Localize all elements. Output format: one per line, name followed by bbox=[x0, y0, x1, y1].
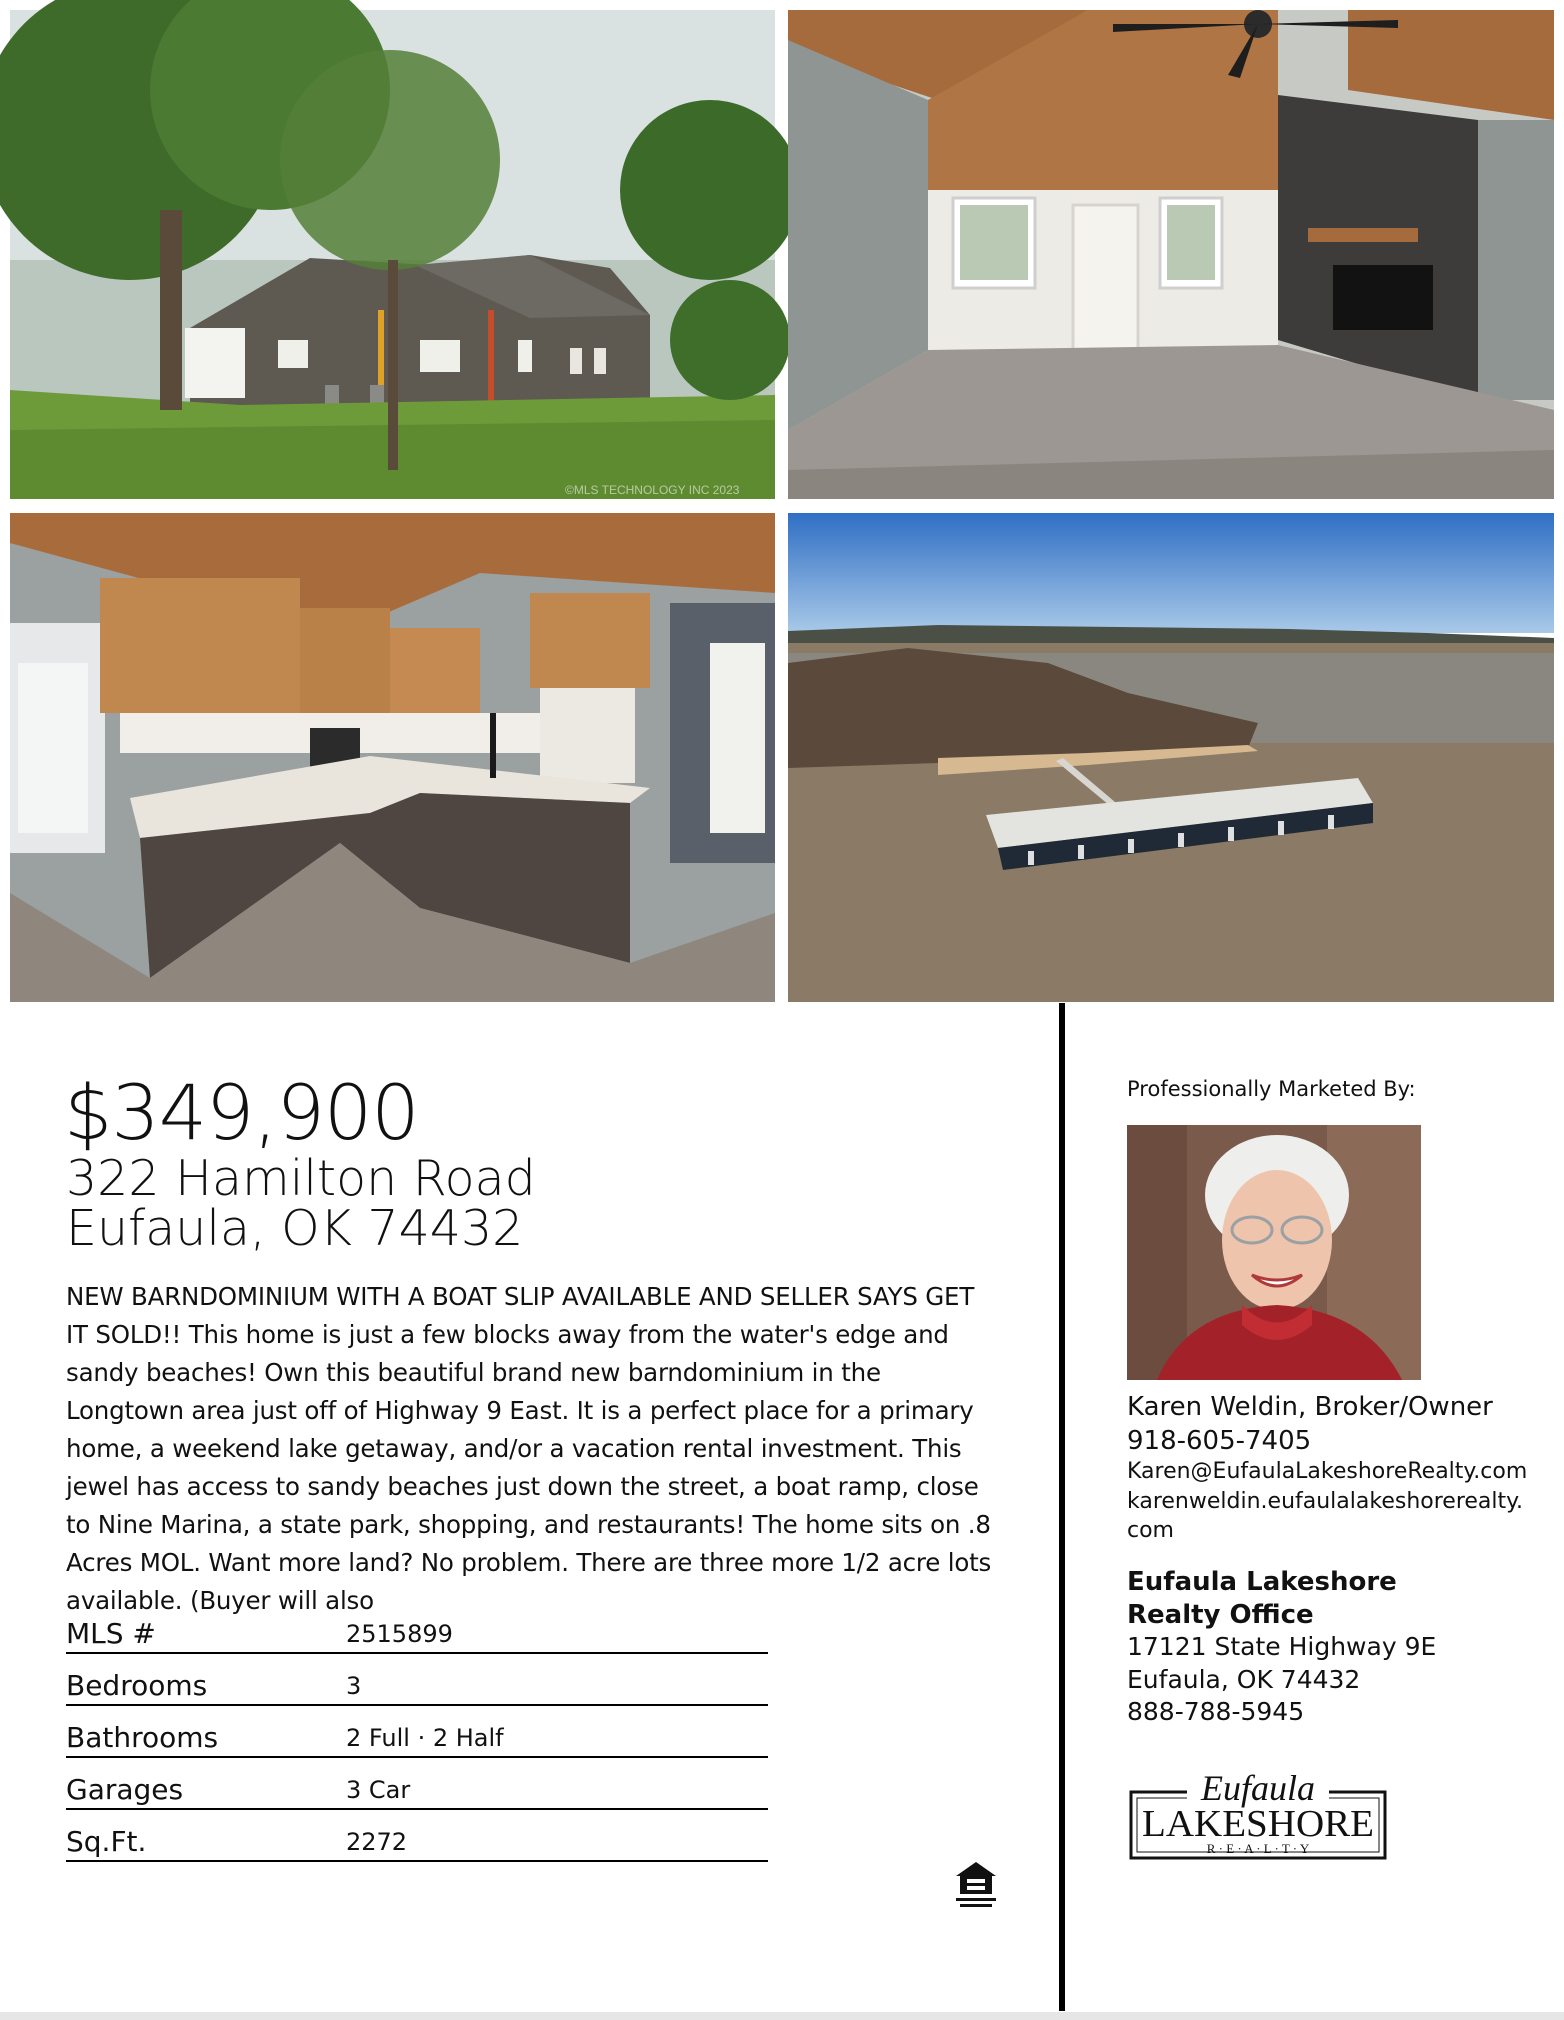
agent-photo bbox=[1127, 1125, 1421, 1380]
address-city-state-zip: Eufaula, OK 74432 bbox=[66, 1200, 524, 1257]
office-phone[interactable]: 888-788-5945 bbox=[1127, 1697, 1305, 1726]
fact-label: Garages bbox=[66, 1773, 184, 1806]
fact-value: 3 Car bbox=[346, 1776, 411, 1804]
logo-script-text: Eufaula bbox=[1201, 1768, 1315, 1808]
photo-lake-dock bbox=[788, 513, 1554, 1002]
agent-name: Karen Weldin, Broker/Owner bbox=[1127, 1392, 1493, 1422]
equal-housing-opportunity-icon bbox=[952, 1860, 1000, 1910]
agent-email[interactable]: Karen@EufaulaLakeshoreRealty.com bbox=[1127, 1459, 1528, 1484]
agent-phone[interactable]: 918-605-7405 bbox=[1127, 1426, 1312, 1456]
fact-row-mls bbox=[66, 1602, 768, 1654]
fact-label: Sq.Ft. bbox=[66, 1825, 147, 1858]
photo-exterior bbox=[10, 10, 775, 499]
logo-main-text: LAKESHORE bbox=[1142, 1803, 1374, 1845]
listing-description: NEW BARNDOMINIUM WITH A BOAT SLIP AVAILABLE AND SELLER SAYS GET IT SOLD!! This home is just a few blocks away from the water's edge and sandy beaches! Own this beautiful brand new barndominium in the Longtown area just off of Highway 9 East. It is a perfect place for a primary home, a weekend lake getaway, and/or a vacation rental investment. This jewel has access to sandy beaches just down the street, a boat ramp, close to Nine Marina, a state park, shopping, and restaurants! The home sits on .8 Acres MOL. Want more land? No problem. There are three more 1/2 acre lots available. (Buyer will also bbox=[66, 1282, 992, 1615]
logo-sub-text: R · E · A · L · T · Y bbox=[1206, 1841, 1310, 1856]
fact-value: 2272 bbox=[346, 1828, 408, 1856]
address-street: 322 Hamilton Road bbox=[66, 1150, 536, 1207]
fact-value: 3 bbox=[346, 1672, 362, 1700]
fact-row-bathrooms bbox=[66, 1706, 768, 1758]
office-address-street: 17121 State Highway 9E bbox=[1127, 1632, 1437, 1661]
photo-kitchen bbox=[10, 513, 775, 1002]
fact-row-bedrooms bbox=[66, 1654, 768, 1706]
fact-row-sqft bbox=[66, 1810, 768, 1862]
fact-label: MLS # bbox=[66, 1617, 156, 1650]
facts-table bbox=[66, 1602, 768, 1862]
column-divider bbox=[1059, 1003, 1065, 2011]
office-address-city: Eufaula, OK 74432 bbox=[1127, 1665, 1361, 1694]
marketed-by-label: Professionally Marketed By: bbox=[1127, 1077, 1416, 1101]
listing-price: $349,900 bbox=[64, 1068, 419, 1157]
photo-watermark: ©MLS TECHNOLOGY INC 2023 bbox=[565, 483, 740, 497]
fact-label: Bathrooms bbox=[66, 1721, 219, 1754]
office-name: Eufaula Lakeshore Realty Office bbox=[1127, 1567, 1397, 1630]
fact-value: 2515899 bbox=[346, 1620, 453, 1648]
page-bottom-strip bbox=[0, 2012, 1564, 2020]
brokerage-logo bbox=[1127, 1758, 1389, 1864]
agent-website[interactable]: karenweldin.eufaulalakeshorerealty.com bbox=[1127, 1489, 1524, 1543]
fact-value: 2 Full · 2 Half bbox=[346, 1724, 504, 1752]
fact-row-garages bbox=[66, 1758, 768, 1810]
fact-label: Bedrooms bbox=[66, 1669, 208, 1702]
photo-living-room bbox=[788, 10, 1554, 499]
